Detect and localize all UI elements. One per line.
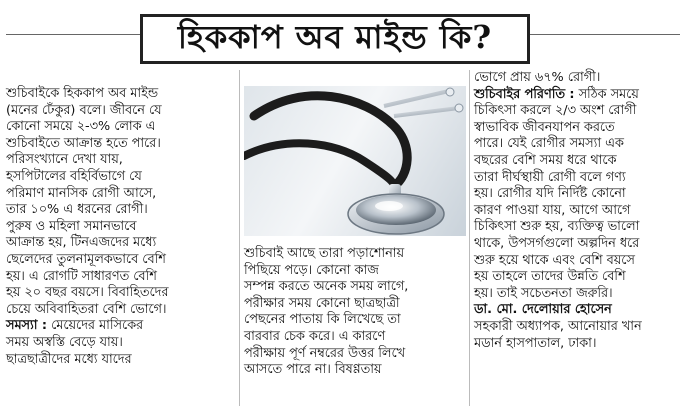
text-line: শুচিবাই আছে তারা পড়াশোনায় <box>244 246 405 261</box>
text-line: ছেলেদের তুলনামূলকভাবে বেশি <box>6 251 166 267</box>
text-line: পিছিয়ে পড়ে। কোনো কাজ <box>244 262 379 278</box>
text-line: কারণ পাওয়া যায়, আগে আগে <box>474 202 631 218</box>
column-divider-1 <box>239 70 240 406</box>
stethoscope-photo <box>244 86 466 236</box>
text-line: স্বাভাবিক জীবনযাপন করতে <box>474 119 615 135</box>
text-line: কোনো সময়ে ২-৩% লোক এ <box>6 119 156 135</box>
author-title: সহকারী অধ্যাপক, আনোয়ার খান <box>474 318 642 334</box>
article-column-3 <box>474 70 684 352</box>
text-line: তারা দীর্ঘস্থায়ী রোগী বলে গণ্য <box>474 169 626 185</box>
text-line: হয় তাহলে তাদের উন্নতি বেশি <box>474 269 626 285</box>
text-line: বছরের বেশি সময় ধরে থাকে <box>474 152 617 168</box>
text-line: পরীক্ষায় পূর্ণ নম্বরের উত্তর লিখে <box>244 345 405 361</box>
text-line: হয়। তাই সচেতনতা জরুরি। <box>474 285 613 301</box>
text-line: আক্রান্ত হয়, টিনএজদের মধ্যে <box>6 235 157 251</box>
problem-text: মেয়েদের মাসিকের <box>47 318 144 334</box>
article-column-1 <box>6 86 234 368</box>
outcome-label: শুচিবাইর পরিণতি : <box>474 86 575 102</box>
text-line: সম্পন্ন করতে অনেক সময় লাগে, <box>244 279 409 295</box>
stethoscope-icon <box>244 86 466 236</box>
text-line: শুরু হয়ে থাকে এবং বেশি বয়সে <box>474 252 635 268</box>
text-line: চিকিৎসা শুরু হয়, ব্যক্তিত্ব ভালো <box>474 219 640 235</box>
headline-box <box>140 14 530 64</box>
text-line: পেছনের পাতায় কি লিখেছে তা <box>244 312 401 328</box>
text-line: পরিসংখ্যানে দেখা যায়, <box>6 152 123 168</box>
text-line: চিকিৎসা করলে ২/৩ অংশ রোগী <box>474 103 637 119</box>
headline: হিককাপ অব মাইন্ড কি? <box>177 18 493 56</box>
text-line: পারে। যেই রোগীর সমস্যা এক <box>474 136 624 152</box>
text-line: পরীক্ষার সময় কোনো ছাত্রছাত্রী <box>244 295 400 311</box>
text-line: হয়। রোগীর যদি নির্দিষ্ট কোনো <box>474 186 626 202</box>
author-name: ডা. মো. দেলোয়ার হোসেন <box>474 302 612 318</box>
text-line: আসতে পারে না। বিষণ্ণতায় <box>244 362 382 378</box>
text-line: শুচিবাইকে হিককাপ অব মাইন্ড <box>6 86 158 101</box>
outcome-line <box>474 87 684 104</box>
text-line: হয়। এ রোগটি সাধারণত বেশি <box>6 268 157 284</box>
text-line: হয় ২০ বছর বয়সে। বিবাহিতদের <box>6 285 169 301</box>
text-line: চেয়ে অবিবাহিতরা বেশি ভোগে। <box>6 301 167 317</box>
text-line: সময় অস্বস্তি বেড়ে যায়। <box>6 334 123 350</box>
author-org: মডার্ন হাসপাতাল, ঢাকা। <box>474 335 597 351</box>
text-line: বারবার চেক করে। এ কারণে <box>244 328 386 344</box>
text-line: পরিমাণ মানসিক রোগী আসে, <box>6 185 157 201</box>
text-line: ছাত্রছাত্রীদের মধ্যে যাদের <box>6 351 132 367</box>
text-line: তার ১০% এ ধরনের রোগী। <box>6 202 148 218</box>
text-line: শুচিবাইতে আক্রান্ত হতে পারে। <box>6 135 161 151</box>
column-divider-2 <box>469 70 470 406</box>
text-line: থাকে, উপসর্গগুলো অল্পদিন ধরে <box>474 235 640 251</box>
headline-rule-left <box>6 34 140 35</box>
headline-rule-right <box>530 34 680 35</box>
text-line: পুরুষ ও মহিলা সমানভাবে <box>6 218 137 234</box>
text-line: হসপিটালের বহির্বিভাগে যে <box>6 168 142 184</box>
article-column-2 <box>244 246 462 379</box>
outcome-text: সঠিক সময়ে <box>574 86 639 102</box>
text-line: ভোগে প্রায় ৬৭% রোগী। <box>474 70 601 85</box>
problem-label: সমস্যা : <box>6 318 48 334</box>
problem-line <box>6 318 234 335</box>
text-line: (মনের ঢেঁকুর) বলে। জীবনে যে <box>6 102 162 118</box>
